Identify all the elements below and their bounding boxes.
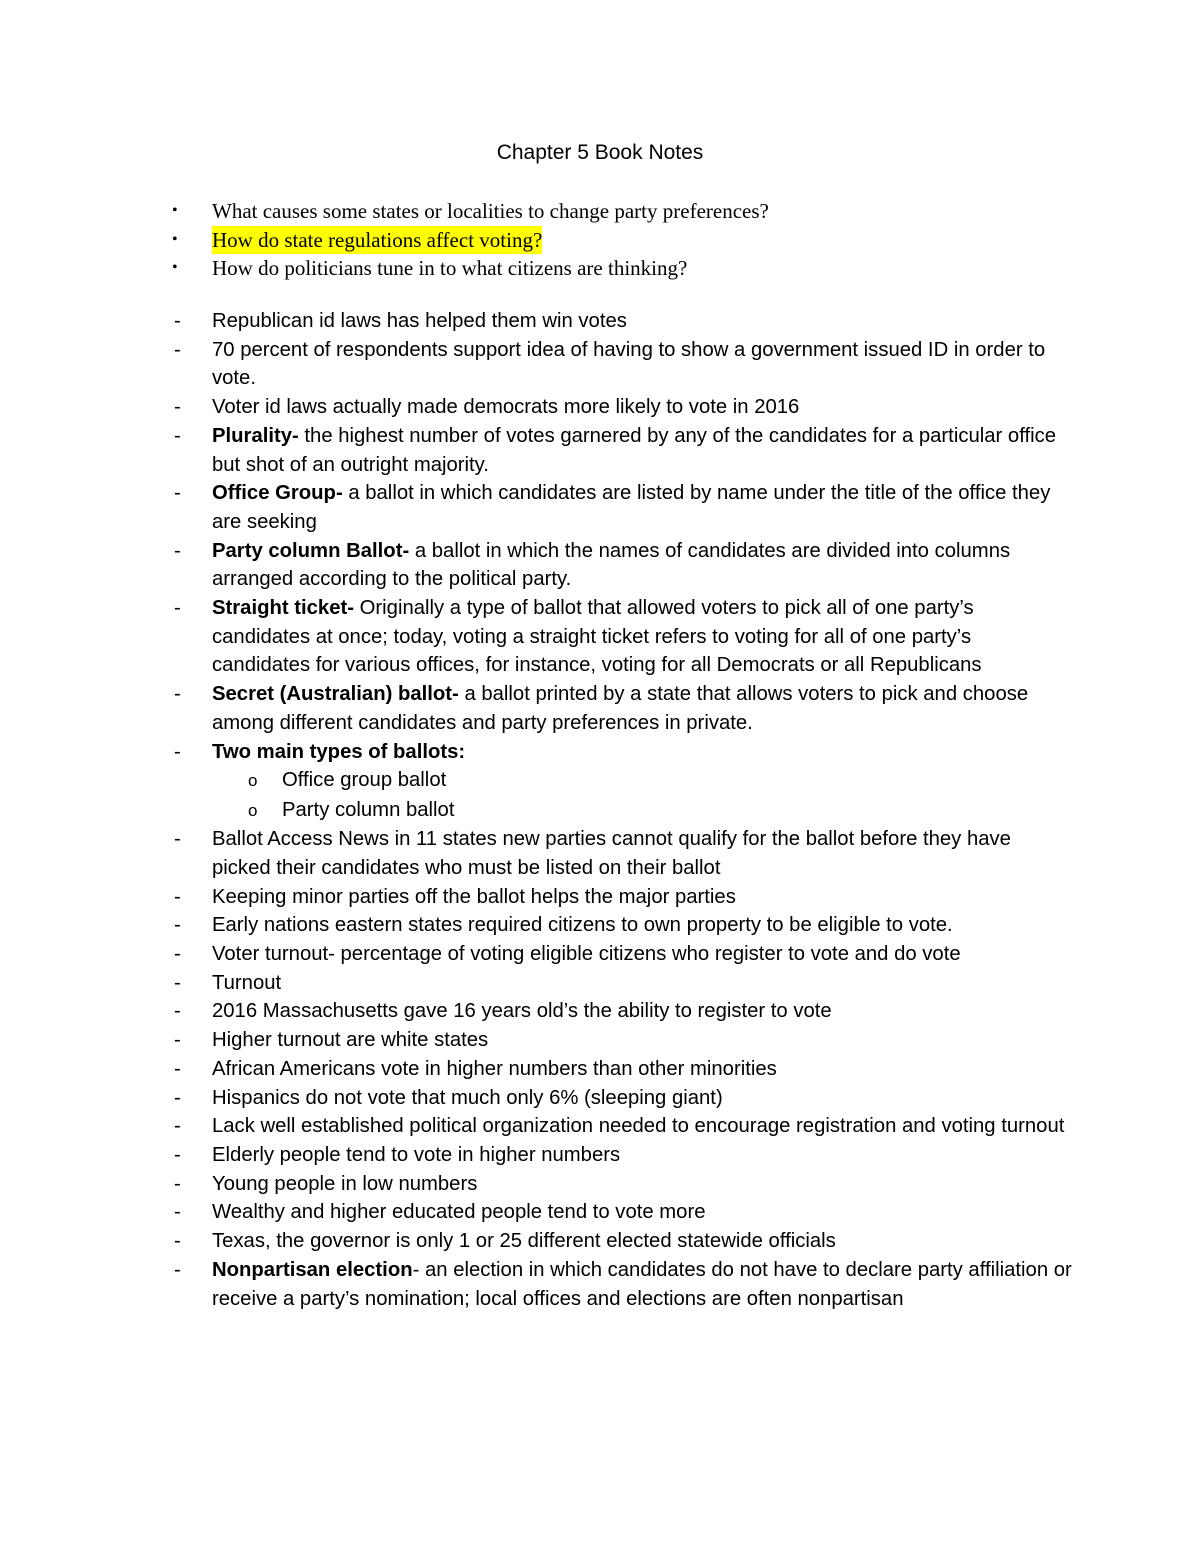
note-text: Wealthy and higher educated people tend to vote more [212, 1201, 706, 1224]
dash-marker: - [174, 1230, 181, 1253]
list-item [172, 307, 1072, 336]
circle-bullet-icon: o [248, 771, 258, 791]
note-text: Voter id laws actually made democrats more likely to vote in 2016 [212, 396, 800, 419]
list-item [172, 1227, 1072, 1256]
list-item [172, 594, 1072, 680]
dash-marker: - [174, 396, 181, 419]
bullet-icon: • [172, 202, 178, 219]
dash-marker: - [174, 310, 181, 332]
dash-marker: - [174, 914, 181, 937]
page-title: Chapter 5 Book Notes [496, 141, 704, 164]
dash-marker: - [174, 1143, 181, 1166]
list-item [172, 537, 1072, 594]
note-text: the highest number of votes garnered by any of the candidates for a particular office but shot of an outright majority. [212, 424, 1057, 476]
note-text: Early nations eastern states required citizens to own property to be eligible to vote. [212, 914, 953, 937]
sub-item-text: Office group ballot [282, 769, 447, 792]
note-text: Young people in low numbers [212, 1172, 478, 1195]
notes-list [172, 307, 1072, 1313]
list-item [172, 1170, 1072, 1199]
note-text: 70 percent of respondents support idea of having to show a government issued ID in order to vote. [212, 338, 1046, 390]
question-text: What causes some states or localities to change party preferences? [212, 199, 769, 223]
note-text: Ballot Access News in 11 states new parties cannot qualify for the ballot before they have picked their candidates who must be listed on their ballot [212, 828, 1011, 879]
list-item [172, 825, 1072, 882]
list-item [172, 969, 1072, 998]
dash-marker: - [174, 1115, 181, 1138]
list-item [172, 911, 1072, 940]
sub-item-text: Party column ballot [282, 798, 455, 821]
question-text: How do politicians tune in to what citizens are thinking? [212, 256, 688, 280]
list-item [172, 479, 1072, 536]
question-text-highlighted: How do state regulations affect voting? [212, 226, 542, 255]
dash-marker: - [174, 971, 181, 994]
note-text: 2016 Massachusetts gave 16 years old’s the ability to register to vote [212, 1000, 832, 1023]
list-item [172, 940, 1072, 969]
note-term: Party column Ballot- [212, 539, 410, 562]
list-item [172, 1055, 1072, 1084]
dash-marker: - [174, 338, 181, 361]
dash-marker: - [174, 885, 181, 908]
note-text: Texas, the governor is only 1 or 25 different elected statewide officials [212, 1230, 836, 1253]
note-term: Nonpartisan election [212, 1258, 413, 1281]
note-text: a ballot in which candidates are listed by name under the title of the office they are seeking [212, 482, 1051, 533]
bullet-icon: • [172, 230, 178, 248]
dash-marker: - [174, 1000, 181, 1023]
note-term: Plurality- [212, 424, 299, 447]
note-term: Secret (Australian) ballot- [212, 683, 459, 706]
dash-marker: - [174, 1201, 181, 1224]
note-text: Voter turnout- percentage of voting eligible citizens who register to vote and do vote [212, 943, 961, 966]
question-list [172, 197, 1072, 283]
note-term: Straight ticket- [212, 597, 354, 620]
dash-marker: - [174, 1029, 181, 1052]
list-item [172, 1112, 1072, 1141]
list-item [172, 883, 1072, 912]
note-text: Elderly people tend to vote in higher numbers [212, 1143, 621, 1166]
dash-marker: - [174, 597, 181, 620]
list-item [172, 1141, 1072, 1170]
note-text: Higher turnout are white states [212, 1029, 489, 1052]
note-text: Republican id laws has helped them win votes [212, 310, 627, 332]
note-text: Lack well established political organization needed to encourage registration and voting turnout [212, 1115, 1065, 1138]
dash-marker: - [174, 683, 181, 706]
note-text: African Americans vote in higher numbers than other minorities [212, 1057, 777, 1080]
note-text: a ballot in which the names of candidates are divided into columns arranged according to the political party. [212, 539, 1011, 591]
question-item [172, 226, 1072, 255]
dash-marker: - [174, 482, 181, 505]
list-item [172, 336, 1072, 393]
note-text: Originally a type of ballot that allowed voters to pick all of one party’s candidates at once; today, voting a straight ticket refers to voting for all of one party’s candidates for various offices, for instance, voting for all Democrats or all Republicans [212, 597, 982, 677]
dash-marker: - [174, 1258, 181, 1281]
note-text: - an election in which candidates do not have to declare party affiliation or receive a party’s nomination; local offices and elections are often nonpartisan [212, 1258, 1072, 1310]
note-text: a ballot printed by a state that allows voters to pick and choose among different candidates and party preferences in private. [212, 683, 1029, 734]
dash-marker: - [174, 740, 181, 763]
dash-marker: - [174, 424, 181, 447]
list-item [172, 997, 1072, 1026]
list-item [172, 1198, 1072, 1227]
dash-marker: - [174, 1057, 181, 1080]
dash-marker: - [174, 828, 181, 851]
sub-list-item [172, 766, 1072, 796]
list-item [172, 1026, 1072, 1055]
note-term: Two main types of ballots: [212, 740, 466, 763]
note-term: Office Group- [212, 482, 343, 505]
list-item [172, 1256, 1072, 1313]
dash-marker: - [174, 1086, 181, 1109]
note-text: Turnout [212, 971, 282, 994]
question-item [172, 254, 1072, 283]
note-text: Keeping minor parties off the ballot helps the major parties [212, 885, 736, 908]
dash-marker: - [174, 539, 181, 562]
sub-list-item [172, 796, 1072, 826]
list-item [172, 1084, 1072, 1113]
list-item [172, 422, 1072, 479]
circle-bullet-icon: o [248, 800, 258, 820]
bullet-icon: • [172, 259, 178, 276]
note-text: Hispanics do not vote that much only 6% (sleeping giant) [212, 1086, 723, 1109]
dash-marker: - [174, 943, 181, 966]
list-item [172, 680, 1072, 737]
question-item [172, 197, 1072, 226]
list-item [172, 393, 1072, 422]
dash-marker: - [174, 1172, 181, 1195]
list-item [172, 738, 1072, 767]
